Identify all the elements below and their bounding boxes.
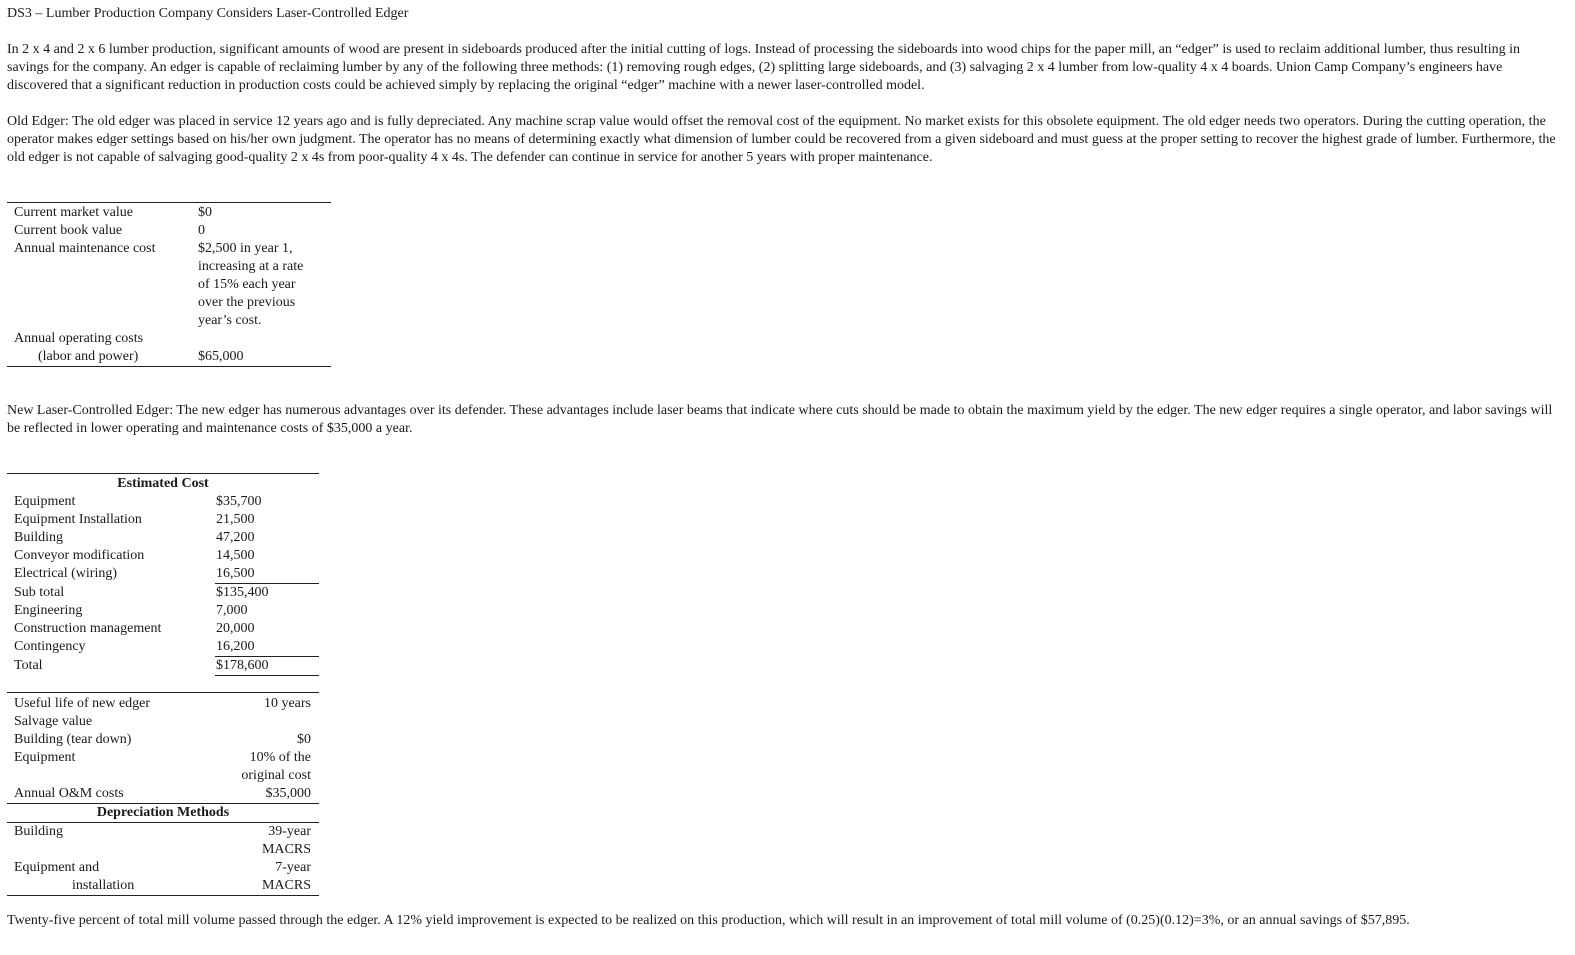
new-edger-parameters-table [7, 692, 319, 896]
table-row [7, 823, 319, 860]
equipment-salvage-value [201, 749, 319, 785]
dep-equipment-label [7, 859, 201, 896]
building-teardown-label: Building (tear down) [14, 732, 132, 747]
old-edger-paragraph: Old Edger: The old edger was placed in service 12 years ago and is fully depreciated. Any machine scrap value would offset the removal cost of the equipment. No market exists for this obsolete equipment. The old edger needs two operators. During the cutting operation, the operator makes edger settings based on his/her own judgment. The operator has no means of determining exactly what dimension of lumber could be recovered from a given sideboard and must guess at the proper setting to recover the highest grade of lumber. Furthermore, the old edger is not capable of salvaging good-quality 2 x 4s from poor-quality 4 x 4s. The defender can continue in service for another 5 years with proper maintenance. [7, 114, 1556, 165]
useful-life-value: 10 years [263, 696, 311, 711]
cost-value: 16,200 [215, 638, 319, 657]
dep-building-line: MACRS [261, 842, 311, 857]
dep-equipment-line: MACRS [261, 878, 311, 893]
maintenance-line: of 15% each year [198, 277, 296, 292]
maintenance-line: increasing at a rate [198, 259, 304, 274]
table-row [7, 731, 319, 749]
savings-paragraph: Twenty-five percent of total mill volume passed through the edger. A 12% yield improvement is expected to be realized on this production, which will result in an improvement of total mill volume of (0.25)(0.12)=3%, or an annual savings of $57,895. [7, 913, 1410, 928]
maintenance-line: $2,500 in year 1, [198, 241, 293, 256]
table-row [7, 511, 319, 529]
cost-label: Conveyor modification [14, 548, 145, 563]
estimated-cost-header: Estimated Cost [117, 476, 209, 491]
cost-label: Sub total [14, 584, 65, 600]
om-costs-label: Annual O&M costs [14, 786, 124, 801]
dep-equipment-value [201, 859, 319, 896]
estimated-cost-table [7, 473, 319, 676]
cost-value: $178,600 [215, 657, 319, 676]
dep-equipment-label-line: installation [72, 878, 135, 893]
dep-equipment-line: 7-year [275, 860, 311, 875]
table-row [7, 584, 319, 603]
cost-label: Electrical (wiring) [14, 566, 118, 581]
depreciation-methods-header: Depreciation Methods [7, 804, 319, 823]
table-row [7, 565, 319, 584]
table-row [7, 493, 319, 511]
cost-value: $135,400 [216, 585, 269, 600]
cost-value: 20,000 [216, 621, 255, 636]
maintenance-cost-label: Annual maintenance cost [14, 241, 156, 256]
market-value-label: Current market value [14, 205, 133, 220]
salvage-label: Salvage value [14, 714, 93, 729]
cost-value: 47,200 [216, 530, 255, 545]
book-value: 0 [198, 223, 205, 238]
equipment-salvage-label: Equipment [14, 750, 76, 765]
cost-label: Equipment Installation [14, 512, 142, 527]
cost-value: 14,500 [216, 548, 255, 563]
table-row [7, 529, 319, 547]
maintenance-line: year’s cost. [198, 313, 262, 328]
table-row [7, 547, 319, 565]
cost-value: $35,700 [216, 494, 262, 509]
table-row [7, 602, 319, 620]
table-row [7, 203, 331, 223]
table-row [7, 240, 331, 330]
table-row [7, 785, 319, 804]
dep-equipment-label-line: Equipment and [14, 860, 100, 875]
old-edger-table [7, 202, 331, 367]
equipment-salvage-line: 10% of the [249, 750, 311, 765]
dep-building-line: 39-year [268, 824, 311, 839]
table-row [7, 330, 331, 367]
cost-label: Total [14, 657, 43, 673]
om-costs-value: $35,000 [265, 786, 311, 801]
table-row [7, 657, 319, 676]
maintenance-cost-value [192, 240, 331, 330]
document-title: DS3 – Lumber Production Company Considers Laser-Controlled Edger [7, 6, 409, 21]
maintenance-line: over the previous [198, 295, 296, 310]
cost-label: Construction management [14, 621, 162, 636]
market-value: $0 [198, 205, 212, 220]
cost-label: Building [14, 530, 64, 545]
operating-costs-label [7, 330, 192, 367]
table-row [7, 222, 331, 240]
dep-building-label: Building [7, 823, 201, 860]
cost-label: Contingency [14, 639, 86, 654]
table-row [7, 713, 319, 731]
cost-label: Engineering [14, 603, 83, 618]
intro-paragraph: In 2 x 4 and 2 x 6 lumber production, significant amounts of wood are present in sideboards produced after the initial cutting of logs. Instead of processing the sideboards into wood chips for the paper mill, an “edger” is used to reclaim additional lumber, thus resulting in savings for the company. An edger is capable of reclaiming lumber by any of the following three methods: (1) removing rough edges, (2) splitting large sideboards, and (3) salvaging 2 x 4 lumber from low-quality 4 x 4 boards. Union Camp Company’s engineers have discovered that a significant reduction in production costs could be achieved simply by replacing the original “edger” machine with a newer laser-controlled model. [7, 42, 1521, 93]
book-value-label: Current book value [14, 223, 123, 238]
cost-value: 7,000 [216, 603, 248, 618]
table-row [7, 859, 319, 896]
new-edger-paragraph: New Laser-Controlled Edger: The new edger has numerous advantages over its defender. These advantages include laser beams that indicate where cuts should be made to obtain the maximum yield by the edger. The new edger requires a single operator, and labor savings will be reflected in lower operating and maintenance costs of $35,000 a year. [7, 403, 1553, 436]
operating-costs-label-line: (labor and power) [38, 349, 139, 364]
operating-costs-label-line: Annual operating costs [14, 331, 144, 346]
table-row [7, 693, 319, 714]
cost-value: 16,500 [215, 565, 319, 584]
dep-building-value [201, 823, 319, 860]
cost-label: Equipment [14, 494, 76, 509]
cost-value: 21,500 [216, 512, 255, 527]
table-row [7, 749, 319, 785]
building-teardown-value: $0 [297, 732, 311, 747]
table-row [7, 620, 319, 638]
operating-costs-amount: $65,000 [198, 349, 244, 364]
table-row [7, 804, 319, 823]
table-row [7, 638, 319, 657]
equipment-salvage-line: original cost [241, 768, 311, 783]
useful-life-label: Useful life of new edger [14, 696, 151, 711]
operating-costs-value [192, 330, 331, 367]
